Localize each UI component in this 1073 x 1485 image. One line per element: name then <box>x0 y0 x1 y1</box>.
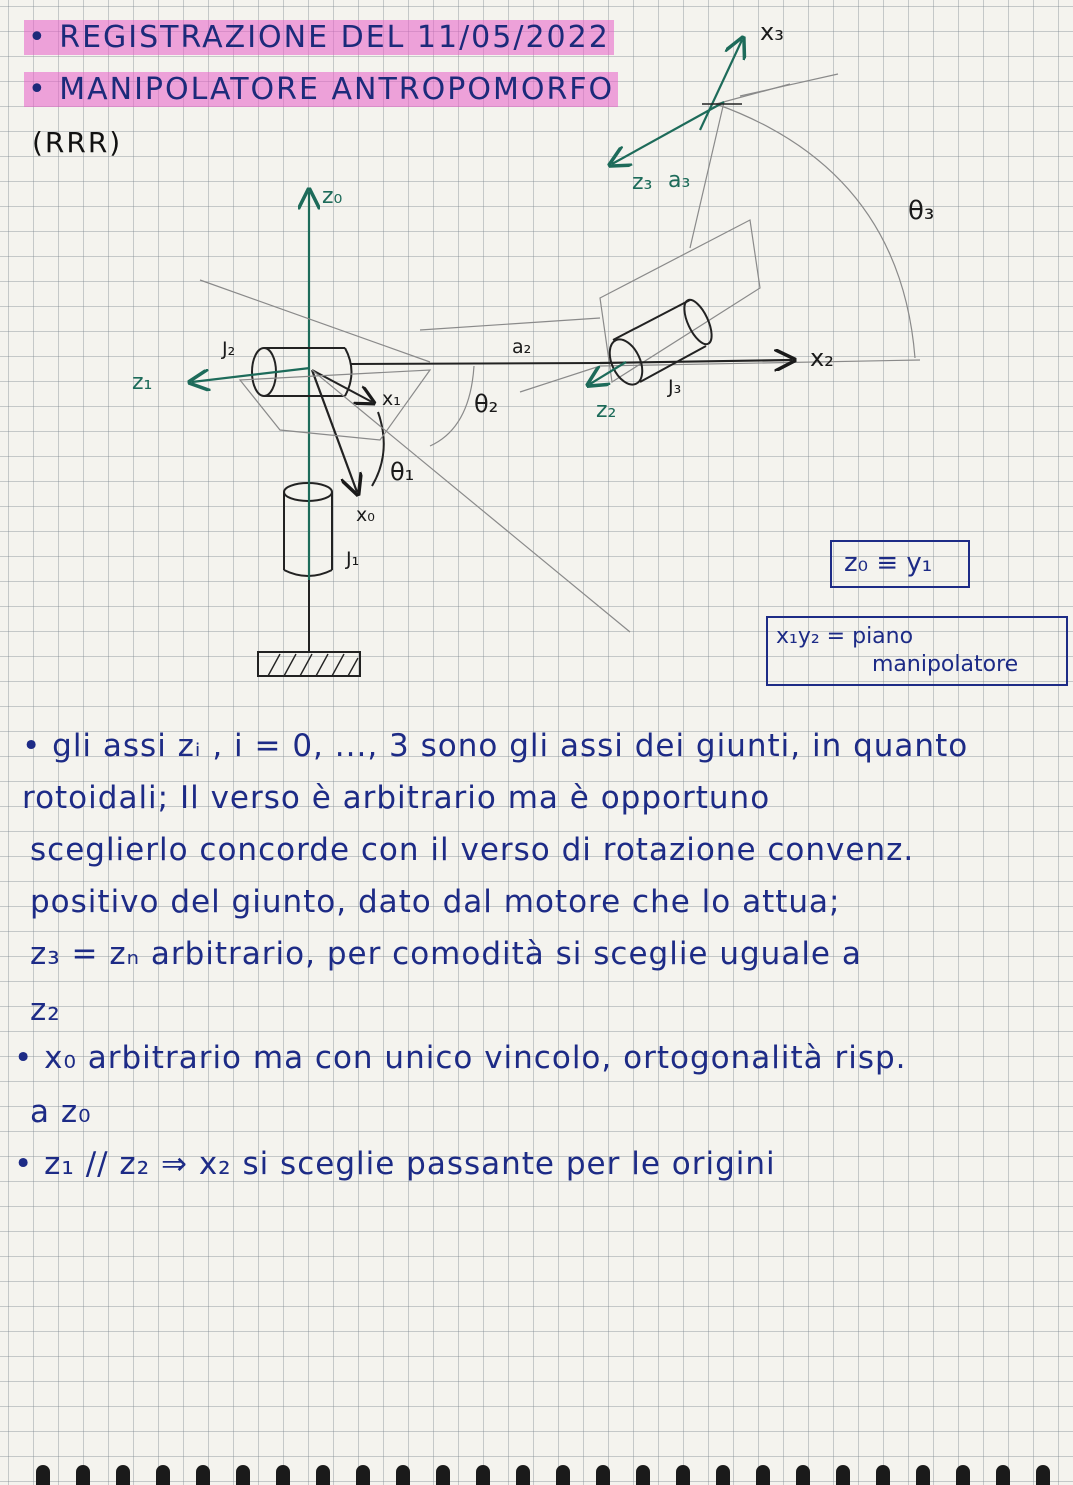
x2-label: x₂ <box>810 344 834 372</box>
link-a2 <box>350 363 600 364</box>
note-line-9: • z₁ // z₂ ⇒ x₂ si sceglie passante per le origini <box>14 1146 776 1182</box>
j1-label: J₁ <box>346 548 360 570</box>
theta1-arc <box>372 412 384 486</box>
page-title: • REGISTRAZIONE DEL 11/05/2022 <box>24 20 614 55</box>
identity-box <box>830 540 970 588</box>
plane-text-2: manipolatore <box>872 652 1019 677</box>
note-line-8: a z₀ <box>30 1094 92 1130</box>
theta2-label: θ₂ <box>474 390 499 418</box>
note-line-2: rotoidali; Il verso è arbitrario ma è opportuno <box>22 780 771 816</box>
theta1-label: θ₁ <box>390 458 415 486</box>
base-hatch <box>258 652 360 676</box>
x0-label: x₀ <box>356 504 375 526</box>
z0-label: z₀ <box>322 184 343 209</box>
joint-type-label: (RRR) <box>32 126 123 159</box>
note-line-4: positivo del giunto, dato dal motore che lo attua; <box>30 884 841 920</box>
z3-axis <box>612 102 724 164</box>
z1-label: z₁ <box>132 370 153 395</box>
note-line-1: • gli assi zᵢ , i = 0, ..., 3 sono gli assi dei giunti, in quanto <box>22 728 969 764</box>
plane-box <box>766 616 1068 686</box>
note-line-6: z₂ <box>30 992 61 1028</box>
z2-label: z₂ <box>596 398 617 423</box>
manipulator-diagram <box>0 0 1073 720</box>
z3-label: z₃ <box>632 170 653 195</box>
a2-label: a₂ <box>512 336 532 358</box>
subtitle-manipulator: • MANIPOLATORE ANTROPOMORFO <box>24 72 618 107</box>
identity-text: z₀ ≡ y₁ <box>844 548 933 578</box>
note-line-7: • x₀ arbitrario ma con unico vincolo, ortogonalità risp. <box>14 1040 907 1076</box>
j2-label: J₂ <box>222 338 236 360</box>
j3-label: J₃ <box>668 376 682 398</box>
plane-text-1: x₁y₂ = piano <box>776 624 914 649</box>
note-line-5: z₃ = zₙ arbitrario, per comodità si sceglie uguale a <box>30 936 862 972</box>
x3-label: x₃ <box>760 18 784 46</box>
joint-3-cylinder <box>603 296 717 390</box>
note-line-3: sceglierlo concorde con il verso di rotazione convenz. <box>30 832 915 868</box>
joint-2-cylinder <box>252 348 352 396</box>
a3-label: a₃ <box>668 168 691 193</box>
theta3-label: θ₃ <box>908 196 935 226</box>
x1-label: x₁ <box>382 388 401 410</box>
